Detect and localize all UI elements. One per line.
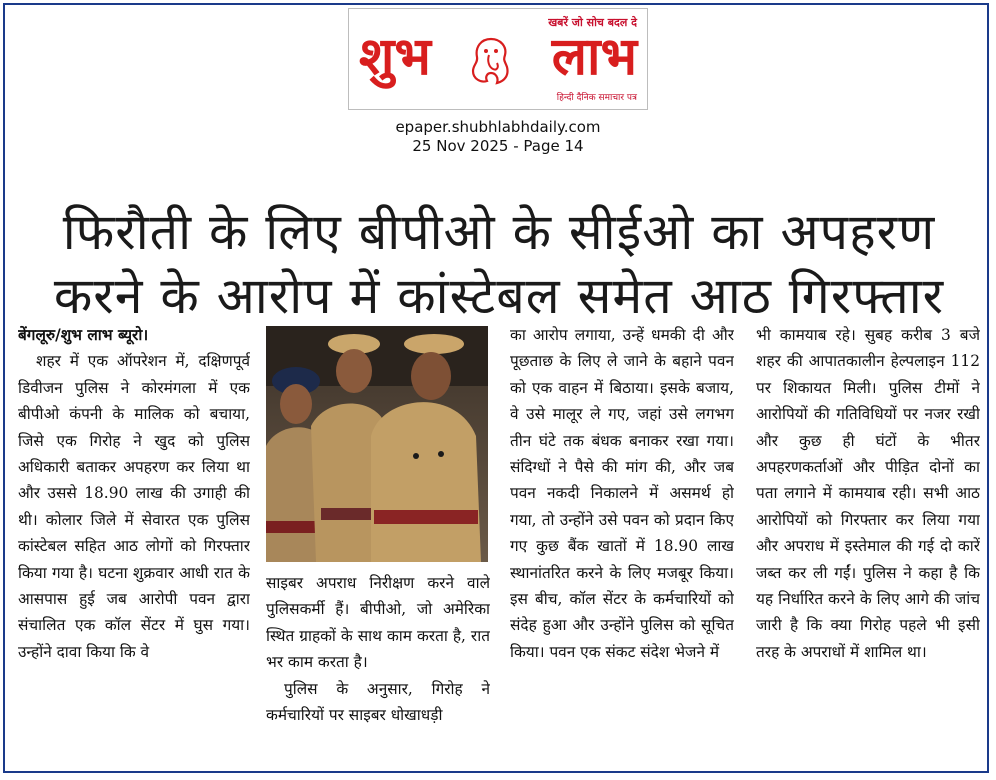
article-col1-text: शहर में एक ऑपरेशन में, दक्षिणपूर्व डिवीजन पुलिस ने कोरमंगला में एक बीपीओ कंपनी के मालिक को बचाया, जिसे एक गिरोह ने खुद को पुलिस अधिकारी बताकर अपहरण कर लिया था और उससे 18.90 लाख की उगाही की थी। कोलार जिले में सेवारत एक पुलिस कांस्टेबल सहित आठ लोगों को गिरफ्तार किया गया है। घटना शुक्रवार आधी रात के आसपास हुई जब आरोपी पवन द्वारा संचालित एक कॉल सेंटर में घुस गया। उन्होंने दावा किया कि वे	[18, 352, 250, 661]
ganesh-icon	[467, 35, 515, 87]
newspaper-logo[interactable]	[348, 8, 648, 110]
article-column-1	[18, 322, 250, 762]
source-site[interactable]: epaper.shubhlabhdaily.com	[395, 118, 601, 136]
article-column-3	[510, 322, 734, 762]
article-col2-text-1: साइबर अपराध निरीक्षण करने वाले पुलिसकर्मी हैं। बीपीओ, जो अमेरिका स्थित ग्राहकों के साथ काम करता है, रात भर काम करता है।	[266, 574, 490, 672]
logo-brand-right: लाभ	[551, 27, 637, 87]
article-col2-text-2: पुलिस के अनुसार, गिरोह ने कर्मचारियों पर साइबर धोखाधड़ी	[266, 679, 490, 725]
police-officers-photo	[266, 326, 488, 562]
logo-brand	[355, 23, 641, 93]
article-column-2	[266, 570, 490, 762]
headline	[18, 200, 980, 328]
article-column-4	[756, 322, 980, 762]
headline-line-1: फिरौती के लिए बीपीओ के सीईओ का अपहरण	[62, 202, 936, 261]
logo-brand-left: शुभ	[359, 27, 431, 87]
headline-line-2: करने के आरोप में कांस्टेबल समेत आठ गिरफ्तार	[53, 266, 945, 325]
logo-subtag: हिन्दी दैनिक समाचार पत्र	[556, 93, 637, 103]
news-photo	[266, 326, 488, 562]
article-col3-text: का आरोप लगाया, उन्हें धमकी दी और पूछताछ के लिए ले जाने के बहाने पवन को एक वाहन में बिठाया। इसके बजाय, वे उसे मालूर ले गए, जहां उसे लगभग तीन घंटे तक बंधक बनाकर रखा गया। संदिग्धों ने पैसे की मांग की, और जब पवन नकदी निकालने में असमर्थ हो गया, तो उन्होंने उसे पवन को प्रदान किए गए कुछ बैंक खातों में 18.90 लाख स्थानांतरित करने के लिए मजबूर किया। इस बीच, कॉल सेंटर के कर्मचारियों को संदेह हुआ और उन्होंने पुलिस को सूचित किया। पवन एक संकट संदेश भेजने में	[510, 326, 734, 661]
article-col4-text: भी कामयाब रहे। सुबह करीब 3 बजे शहर की आपातकालीन हेल्पलाइन 112 पर शिकायत मिली। पुलिस टीमों ने आरोपियों की गतिविधियों पर नजर रखी और कुछ ही घंटों के भीतर अपहरणकर्ताओं और पीड़ित दोनों का पता लगाने में कामयाब रही। सभी आठ आरोपियों को गिरफ्तार कर लिया गया और अपराध में इस्तेमाल की गई दो कारें जब्त कर ली गईं। पुलिस ने कहा है कि यह निर्धारित करने के लिए आगे की जांच जारी है कि क्या गिरोह पहले भी इसी तरह के अपराधों में शामिल था।	[756, 326, 980, 661]
logo-tagline: खबरें जो सोच बदल दे	[548, 16, 637, 29]
source-info	[0, 118, 996, 156]
article-dateline: बेंगलूरु/शुभ लाभ ब्यूरो।	[18, 326, 149, 344]
source-date-page: 25 Nov 2025 - Page 14	[412, 137, 584, 155]
